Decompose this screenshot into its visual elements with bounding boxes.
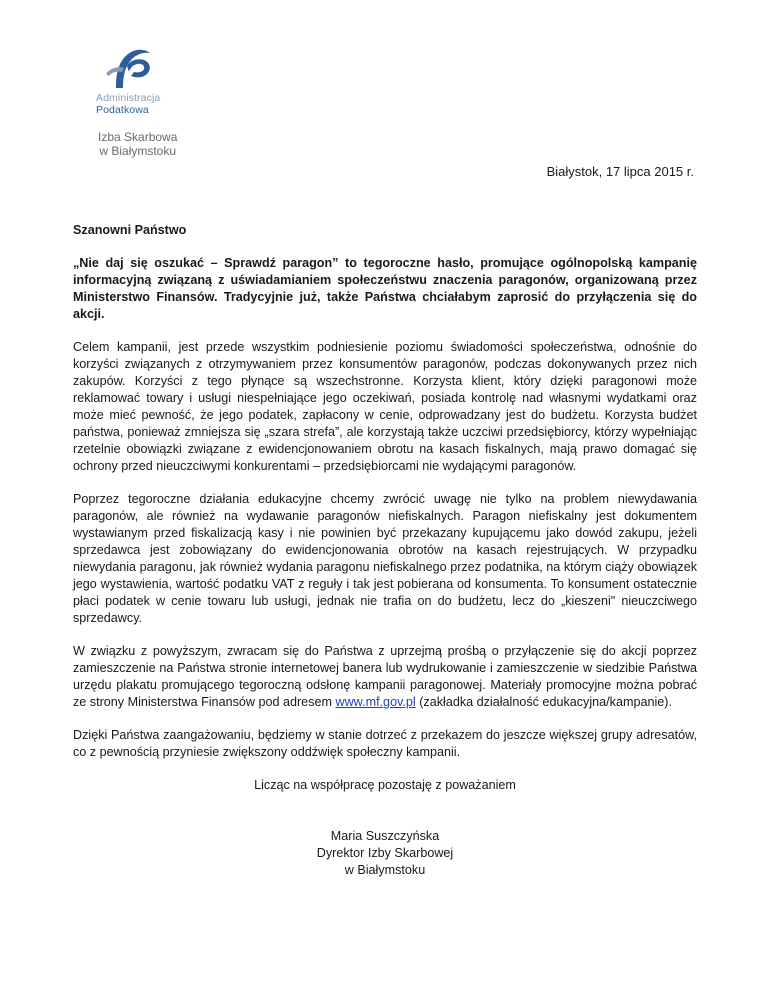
office-name-line2: w Białymstoku xyxy=(99,144,177,158)
salutation: Szanowni Państwo xyxy=(73,223,187,237)
paragraph-request-text-end: (zakładka działalność edukacyjna/kampanie). xyxy=(415,695,672,709)
paragraph-request-text: W związku z powyższym, zwracam się do Państwa z uprzejmą prośbą o przyłączenie się do akcji poprzez zamieszczenie na Państwa stronie internetowej banera lub wydrukowanie i zamieszczenie w siedzibie Państwa urzędu plakatu promującego tegoroczną odsłonę kampanii paragonowej. Materiały promocyjne można pobrać ze strony Ministerstwa Finansów pod adresem xyxy=(73,644,697,709)
logo-text-administracja: Administracja xyxy=(96,92,161,104)
signature-block xyxy=(73,828,697,879)
signature-title: Dyrektor Izby Skarbowej xyxy=(316,846,454,860)
letter-body xyxy=(73,222,697,879)
logo-text-podatkowa: Podatkowa xyxy=(96,104,149,116)
paragraph-thanks: Dzięki Państwa zaangażowaniu, będziemy w stanie dotrzeć z przekazem do jeszcze większej grupy adresatów, co z pewnością przyniesie zwiększony oddźwięk społeczny kampanii. xyxy=(73,728,697,759)
paragraph-campaign-goal: Celem kampanii, jest przede wszystkim podniesienie poziomu świadomości społeczeństwa, odnośnie do korzyści związanych z otrzymywaniem przez konsumentów paragonów, podczas dokonywanych przez nich zakupów. Korzyści z tego płynące są wszechstronne. Korzysta klient, który dzięki paragonowi może reklamować towary i usługi niespełniające jego oczekiwań, posiada kontrolę nad własnymi wydatkami oraz może mieć pewność, że jego podatek, zapłacony w cenie, odprowadzany jest do budżetu. Korzysta budżet państwa, ponieważ zmniejsza się „szara strefa”, ale korzystają także uczciwi przedsiębiorcy, którzy wypełniając rzetelnie obowiązki związane z ewidencjonowaniem obrotu na kasach fiskalnych, mają prawo domagać się ochrony przed nieuczciwymi konkurentami – przedsiębiorcami nie wydającymi paragonów. xyxy=(73,340,697,473)
closing-line: Licząc na współpracę pozostaję z poważaniem xyxy=(254,778,516,792)
place-date: Białystok, 17 lipca 2015 r. xyxy=(546,164,694,179)
office-name-line1: Izba Skarbowa xyxy=(98,130,178,144)
paragraph-non-fiscal-receipts: Poprzez tegoroczne działania edukacyjne chcemy zwrócić uwagę nie tylko na problem niewydawania paragonów, ale również na wydawanie paragonów niefiskalnych. Paragon niefiskalny jest dokumentem wystawianym przed fiskalizacją kasy i nie powinien być przekazany kupującemu jako dowód zakupu, jeżeli sprzedawca jest zobowiązany do ewidencjonowania obrotów na kasach rejestrujących. W przypadku niewydania paragonu, jak również wydania paragonu niefiskalnego przez podatnika, na którym ciąży obowiązek jego wystawienia, wartość podatku VAT z reguły i tak jest pobierana od konsumenta. To konsument ostatecznie płaci podatek w cenie towaru lub usługi, jednak nie trafia on do budżetu, lecz do „kieszeni" nieuczciwego sprzedawcy. xyxy=(73,492,697,625)
administracja-podatkowa-logo-icon xyxy=(100,44,158,90)
signature-name: Maria Suszczyńska xyxy=(330,829,440,843)
office-name xyxy=(98,130,177,158)
intro-paragraph: „Nie daj się oszukać – Sprawdź paragon” to tegoroczne hasło, promujące ogólnopolską kampanię informacyjną związaną z uświadamianiem społeczeństwu znaczenia paragonów, organizowaną przez Ministerstwo Finansów. Tradycyjnie już, także Państwa chciałabym zaprosić do przyłączenia się do akcji. xyxy=(73,256,697,321)
paragraph-request xyxy=(73,643,697,711)
logo xyxy=(96,44,206,116)
signature-place: w Białymstoku xyxy=(344,863,426,877)
mf-gov-link[interactable]: www.mf.gov.pl xyxy=(335,695,416,709)
